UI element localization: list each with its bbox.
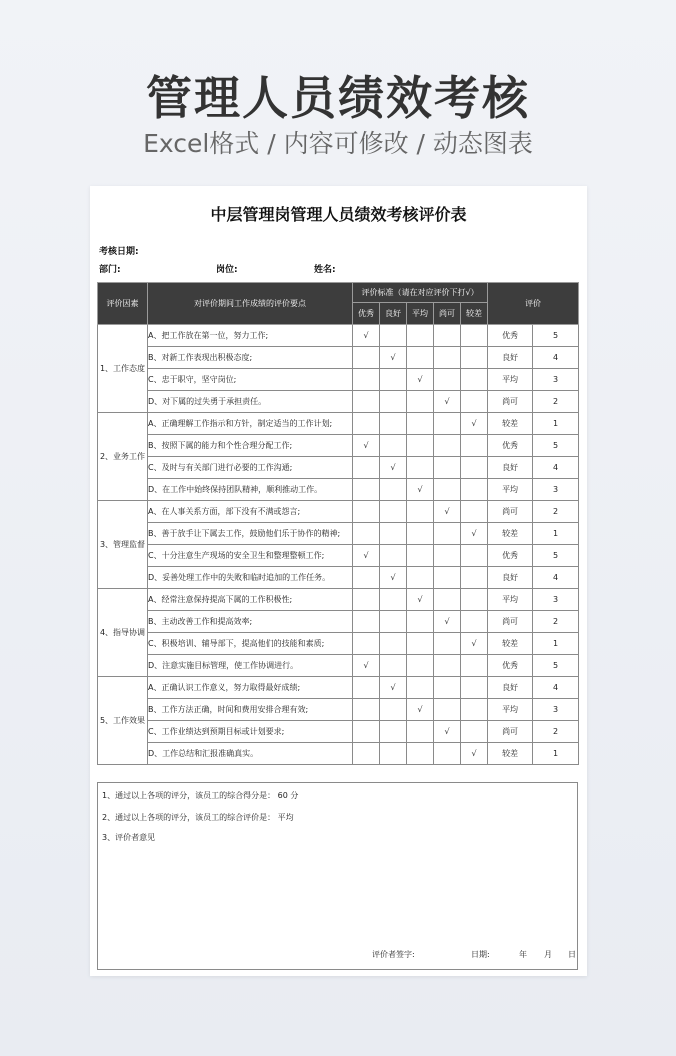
category-cell: 4、指导协调 — [98, 589, 148, 677]
rating-label: 较差 — [488, 413, 533, 435]
score-cell: 5 — [533, 545, 579, 567]
rating-label: 优秀 — [488, 545, 533, 567]
mark-cell[interactable] — [434, 743, 461, 765]
rating-label: 平均 — [488, 479, 533, 501]
table-row — [98, 567, 579, 589]
mark-cell[interactable] — [407, 435, 434, 457]
table-row — [98, 479, 579, 501]
mark-cell[interactable] — [434, 347, 461, 369]
score-cell: 4 — [533, 567, 579, 589]
score-cell: 2 — [533, 611, 579, 633]
item-text: C、十分注意生产现场的安全卫生和整理整顿工作; — [148, 545, 353, 567]
item-text: B、对新工作表现出积极态度; — [148, 347, 353, 369]
rating-label: 平均 — [488, 699, 533, 721]
header-evaluation: 评价 — [488, 283, 579, 325]
summary-box — [97, 782, 578, 970]
score-cell: 1 — [533, 743, 579, 765]
item-text: B、主动改善工作和提高效率; — [148, 611, 353, 633]
mark-cell[interactable] — [380, 721, 407, 743]
summary-opinion: 3、评价者意见 — [102, 833, 156, 842]
mark-cell[interactable] — [434, 589, 461, 611]
item-text: D、注意实施目标管理，使工作协调进行。 — [148, 655, 353, 677]
mark-cell[interactable] — [353, 523, 380, 545]
evaluation-table — [97, 282, 579, 765]
check-mark[interactable]: √ — [407, 369, 434, 391]
item-text: D、工作总结和汇报准确真实。 — [148, 743, 353, 765]
mark-cell[interactable] — [407, 677, 434, 699]
mark-cell[interactable] — [353, 589, 380, 611]
mark-cell[interactable] — [461, 545, 488, 567]
mark-cell[interactable] — [461, 369, 488, 391]
category-cell: 5、工作效果 — [98, 677, 148, 765]
mark-cell[interactable] — [380, 479, 407, 501]
score-cell: 5 — [533, 655, 579, 677]
check-mark[interactable]: √ — [434, 611, 461, 633]
mark-cell[interactable] — [461, 589, 488, 611]
item-text: B、工作方法正确，时间和费用安排合理有效; — [148, 699, 353, 721]
table-row — [98, 545, 579, 567]
item-text: A、在人事关系方面，部下没有不满或怨言; — [148, 501, 353, 523]
score-cell: 3 — [533, 479, 579, 501]
score-cell: 4 — [533, 457, 579, 479]
table-row — [98, 347, 579, 369]
check-mark[interactable]: √ — [380, 677, 407, 699]
item-text: A、正确认识工作意义，努力取得最好成绩; — [148, 677, 353, 699]
check-mark[interactable]: √ — [461, 633, 488, 655]
mark-cell[interactable] — [434, 413, 461, 435]
post-label: 岗位: — [216, 265, 238, 275]
check-mark[interactable]: √ — [407, 699, 434, 721]
mark-cell[interactable] — [380, 633, 407, 655]
mark-cell[interactable] — [434, 567, 461, 589]
sign-month: 月 — [544, 950, 552, 959]
evaluation-sheet — [90, 186, 587, 976]
score-cell: 4 — [533, 677, 579, 699]
header-factor: 评价因素 — [98, 283, 148, 325]
mark-cell[interactable] — [434, 677, 461, 699]
header-level-fair: 尚可 — [434, 303, 461, 325]
mark-cell[interactable] — [353, 369, 380, 391]
hero-title: 管理人员绩效考核 — [146, 71, 530, 125]
summary-score: 1、通过以上各项的评分，该员工的综合得分是： 60 分 — [102, 791, 299, 800]
mark-cell[interactable] — [353, 457, 380, 479]
category-cell: 2、业务工作 — [98, 413, 148, 501]
mark-cell[interactable] — [407, 655, 434, 677]
mark-cell[interactable] — [461, 677, 488, 699]
mark-cell[interactable] — [461, 325, 488, 347]
mark-cell[interactable] — [380, 501, 407, 523]
mark-cell[interactable] — [461, 347, 488, 369]
mark-cell[interactable] — [353, 391, 380, 413]
header-level-poor: 较差 — [461, 303, 488, 325]
mark-cell[interactable] — [407, 611, 434, 633]
rating-label: 良好 — [488, 347, 533, 369]
item-text: C、忠于职守，坚守岗位; — [148, 369, 353, 391]
check-mark[interactable]: √ — [353, 325, 380, 347]
score-cell: 4 — [533, 347, 579, 369]
table-row — [98, 655, 579, 677]
category-cell: 1、工作态度 — [98, 325, 148, 413]
mark-cell[interactable] — [407, 721, 434, 743]
item-text: B、按照下属的能力和个性合理分配工作; — [148, 435, 353, 457]
mark-cell[interactable] — [353, 479, 380, 501]
mark-cell[interactable] — [353, 567, 380, 589]
mark-cell[interactable] — [353, 501, 380, 523]
mark-cell[interactable] — [353, 347, 380, 369]
mark-cell[interactable] — [434, 699, 461, 721]
mark-cell[interactable] — [380, 435, 407, 457]
table-row — [98, 325, 579, 347]
mark-cell[interactable] — [434, 655, 461, 677]
check-mark[interactable]: √ — [407, 589, 434, 611]
mark-cell[interactable] — [380, 523, 407, 545]
mark-cell[interactable] — [407, 413, 434, 435]
rating-label: 尚可 — [488, 721, 533, 743]
mark-cell[interactable] — [407, 743, 434, 765]
check-mark[interactable]: √ — [380, 457, 407, 479]
signer-label: 评价者签字: — [372, 950, 415, 959]
rating-label: 良好 — [488, 457, 533, 479]
mark-cell[interactable] — [434, 325, 461, 347]
score-cell: 1 — [533, 523, 579, 545]
header-level-good: 良好 — [380, 303, 407, 325]
mark-cell[interactable] — [461, 435, 488, 457]
hero-subtitle: Excel格式 / 内容可修改 / 动态图表 — [143, 129, 533, 158]
rating-label: 尚可 — [488, 501, 533, 523]
mark-cell[interactable] — [434, 369, 461, 391]
score-cell: 5 — [533, 325, 579, 347]
header-level-average: 平均 — [407, 303, 434, 325]
item-text: C、及时与有关部门进行必要的工作沟通; — [148, 457, 353, 479]
check-mark[interactable]: √ — [353, 435, 380, 457]
category-cell: 3、管理监督 — [98, 501, 148, 589]
item-text: D、在工作中始终保持团队精神，顺利推动工作。 — [148, 479, 353, 501]
mark-cell[interactable] — [434, 457, 461, 479]
score-cell: 5 — [533, 435, 579, 457]
rating-label: 良好 — [488, 567, 533, 589]
table-row — [98, 699, 579, 721]
mark-cell[interactable] — [380, 369, 407, 391]
mark-cell[interactable] — [380, 655, 407, 677]
mark-cell[interactable] — [353, 677, 380, 699]
header-standard: 评价标准（请在对应评价下打√） — [353, 283, 488, 303]
document-title: 中层管理岗管理人员绩效考核评价表 — [210, 205, 467, 224]
item-text: B、善于放手让下属去工作，鼓励他们乐于协作的精神; — [148, 523, 353, 545]
mark-cell[interactable] — [380, 743, 407, 765]
check-mark[interactable]: √ — [434, 721, 461, 743]
mark-cell[interactable] — [353, 611, 380, 633]
mark-cell[interactable] — [407, 523, 434, 545]
check-mark[interactable]: √ — [434, 391, 461, 413]
header-points: 对评价期间工作成绩的评价要点 — [148, 283, 353, 325]
mark-cell[interactable] — [461, 501, 488, 523]
mark-cell[interactable] — [461, 611, 488, 633]
mark-cell[interactable] — [461, 699, 488, 721]
item-text: A、把工作放在第一位，努力工作; — [148, 325, 353, 347]
mark-cell[interactable] — [353, 721, 380, 743]
check-mark[interactable]: √ — [407, 479, 434, 501]
item-text: C、工作业绩达到预期目标或计划要求; — [148, 721, 353, 743]
item-text: D、妥善处理工作中的失败和临时追加的工作任务。 — [148, 567, 353, 589]
mark-cell[interactable] — [353, 743, 380, 765]
mark-cell[interactable] — [407, 325, 434, 347]
rating-label: 较差 — [488, 743, 533, 765]
table-row — [98, 677, 579, 699]
mark-cell[interactable] — [461, 457, 488, 479]
score-cell: 2 — [533, 391, 579, 413]
mark-cell[interactable] — [434, 479, 461, 501]
table-row — [98, 391, 579, 413]
score-cell: 2 — [533, 501, 579, 523]
mark-cell[interactable] — [407, 347, 434, 369]
rating-label: 平均 — [488, 369, 533, 391]
mark-cell[interactable] — [380, 413, 407, 435]
rating-label: 平均 — [488, 589, 533, 611]
mark-cell[interactable] — [380, 589, 407, 611]
mark-cell[interactable] — [434, 545, 461, 567]
mark-cell[interactable] — [353, 699, 380, 721]
table-row — [98, 523, 579, 545]
mark-cell[interactable] — [353, 413, 380, 435]
rating-label: 较差 — [488, 633, 533, 655]
mark-cell[interactable] — [461, 721, 488, 743]
table-row — [98, 501, 579, 523]
mark-cell[interactable] — [434, 633, 461, 655]
sign-year: 年 — [519, 950, 527, 959]
summary-rating: 2、通过以上各项的评分，该员工的综合评价是： 平均 — [102, 813, 294, 822]
dept-label: 部门: — [99, 265, 121, 275]
table-row — [98, 369, 579, 391]
check-mark[interactable]: √ — [353, 545, 380, 567]
rating-label: 良好 — [488, 677, 533, 699]
score-cell: 3 — [533, 369, 579, 391]
header-level-excellent: 优秀 — [353, 303, 380, 325]
sign-date-label: 日期: — [471, 950, 490, 959]
score-cell: 1 — [533, 413, 579, 435]
check-mark[interactable]: √ — [461, 413, 488, 435]
mark-cell[interactable] — [461, 391, 488, 413]
mark-cell[interactable] — [407, 633, 434, 655]
item-text: A、正确理解工作指示和方针，制定适当的工作计划; — [148, 413, 353, 435]
mark-cell[interactable] — [461, 479, 488, 501]
check-mark[interactable]: √ — [380, 567, 407, 589]
mark-cell[interactable] — [380, 699, 407, 721]
mark-cell[interactable] — [380, 325, 407, 347]
item-text: D、对下属的过失勇于承担责任。 — [148, 391, 353, 413]
score-cell: 1 — [533, 633, 579, 655]
rating-label: 优秀 — [488, 325, 533, 347]
score-cell: 3 — [533, 699, 579, 721]
mark-cell[interactable] — [380, 545, 407, 567]
mark-cell[interactable] — [461, 567, 488, 589]
item-text: A、经常注意保持提高下属的工作积极性; — [148, 589, 353, 611]
table-row — [98, 633, 579, 655]
mark-cell[interactable] — [461, 655, 488, 677]
mark-cell[interactable] — [434, 523, 461, 545]
date-label: 考核日期: — [99, 247, 139, 257]
mark-cell[interactable] — [353, 633, 380, 655]
mark-cell[interactable] — [407, 501, 434, 523]
check-mark[interactable]: √ — [461, 523, 488, 545]
table-row — [98, 435, 579, 457]
table-row — [98, 611, 579, 633]
check-mark[interactable]: √ — [380, 347, 407, 369]
table-body — [98, 325, 579, 765]
mark-cell[interactable] — [380, 391, 407, 413]
score-cell: 2 — [533, 721, 579, 743]
score-cell: 3 — [533, 589, 579, 611]
check-mark[interactable]: √ — [434, 501, 461, 523]
table-row — [98, 589, 579, 611]
check-mark[interactable]: √ — [353, 655, 380, 677]
table-row — [98, 413, 579, 435]
rating-label: 优秀 — [488, 435, 533, 457]
mark-cell[interactable] — [407, 567, 434, 589]
mark-cell[interactable] — [380, 611, 407, 633]
check-mark[interactable]: √ — [461, 743, 488, 765]
table-row — [98, 721, 579, 743]
mark-cell[interactable] — [434, 435, 461, 457]
rating-label: 尚可 — [488, 611, 533, 633]
item-text: C、积极培训、辅导部下，提高他们的技能和素质; — [148, 633, 353, 655]
table-row — [98, 457, 579, 479]
table-row — [98, 743, 579, 765]
rating-label: 较差 — [488, 523, 533, 545]
rating-label: 尚可 — [488, 391, 533, 413]
sign-day: 日 — [568, 950, 576, 959]
mark-cell[interactable] — [407, 457, 434, 479]
name-label: 姓名: — [314, 265, 336, 275]
mark-cell[interactable] — [407, 391, 434, 413]
mark-cell[interactable] — [407, 545, 434, 567]
rating-label: 优秀 — [488, 655, 533, 677]
